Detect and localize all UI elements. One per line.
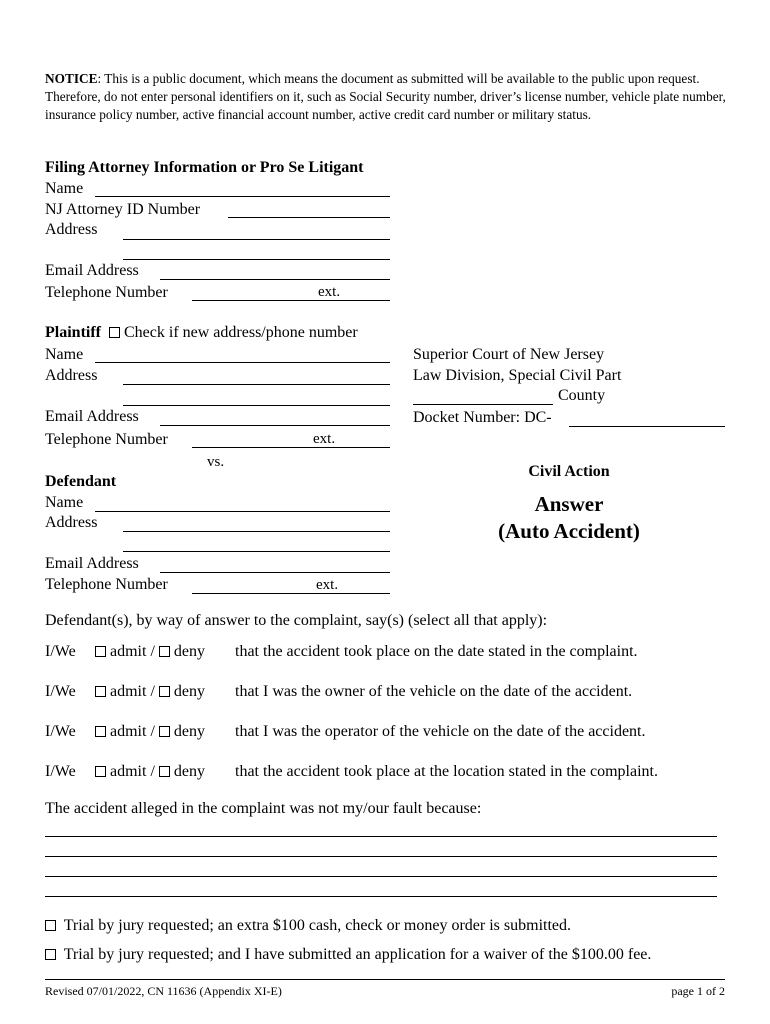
admit-checkbox[interactable] xyxy=(95,726,106,737)
attorney-heading: Filing Attorney Information or Pro Se Litigant xyxy=(45,159,364,176)
attorney-name-label: Name xyxy=(45,180,84,197)
answer-row xyxy=(45,722,646,742)
answer-row xyxy=(45,762,658,782)
fault-field-line-3[interactable] xyxy=(45,876,717,877)
defendant-address-field-1[interactable] xyxy=(123,531,390,532)
plaintiff-address-label: Address xyxy=(45,367,98,384)
notice-text: : This is a public document, which means the document as submitted will be available to the public upon request. Therefore, do not enter personal identifiers on it, such as Social Security number, driver’s license number, vehicle plate number, insurance policy number, active financial account number, active credit card number or military status. xyxy=(45,71,726,122)
answer-choice xyxy=(95,722,235,742)
attorney-email-field[interactable] xyxy=(160,279,390,280)
jury-fee-label: Trial by jury requested; an extra $100 cash, check or money order is submitted. xyxy=(63,917,571,934)
fault-field-line-1[interactable] xyxy=(45,836,717,837)
docket-field[interactable] xyxy=(569,426,725,427)
answer-text: that I was the owner of the vehicle on the date of the accident. xyxy=(235,683,633,700)
plaintiff-email-label: Email Address xyxy=(45,408,139,425)
plaintiff-phone-field[interactable] xyxy=(192,447,390,448)
defendant-address-label: Address xyxy=(45,514,98,531)
answer-who: I/We xyxy=(45,763,76,780)
admit-label: admit / xyxy=(110,683,155,700)
deny-label: deny xyxy=(173,723,205,740)
admit-checkbox[interactable] xyxy=(95,686,106,697)
revision-note: Revised 07/01/2022, CN 11636 (Appendix XI-E) xyxy=(45,984,282,998)
county-label: County xyxy=(558,387,606,404)
court-name: Superior Court of New Jersey xyxy=(413,346,605,363)
admit-label: admit / xyxy=(110,643,155,660)
plaintiff-phone-label: Telephone Number xyxy=(45,431,168,448)
deny-checkbox[interactable] xyxy=(159,766,170,777)
plaintiff-ext-label: ext. xyxy=(313,431,336,447)
deny-label: deny xyxy=(173,643,205,660)
attorney-address-field-1[interactable] xyxy=(123,239,390,240)
fault-field-line-4[interactable] xyxy=(45,896,717,897)
deny-label: deny xyxy=(173,763,205,780)
county-field[interactable] xyxy=(413,404,553,405)
attorney-phone-label: Telephone Number xyxy=(45,284,168,301)
jury-option xyxy=(45,945,651,965)
plaintiff-heading: Plaintiff xyxy=(45,324,101,341)
defendant-phone-field[interactable] xyxy=(192,593,390,594)
defendant-phone-label: Telephone Number xyxy=(45,576,168,593)
fault-field-line-2[interactable] xyxy=(45,856,717,857)
defendant-name-field[interactable] xyxy=(95,511,390,512)
attorney-email-label: Email Address xyxy=(45,262,139,279)
answer-text: that the accident took place on the date stated in the complaint. xyxy=(235,643,638,660)
answer-row xyxy=(45,682,632,702)
answer-choice xyxy=(95,762,235,782)
versus-label: vs. xyxy=(207,454,225,470)
answer-row xyxy=(45,642,638,662)
deny-checkbox[interactable] xyxy=(159,646,170,657)
admit-checkbox[interactable] xyxy=(95,766,106,777)
defendant-heading: Defendant xyxy=(45,473,117,490)
deny-label: deny xyxy=(173,683,205,700)
court-division: Law Division, Special Civil Part xyxy=(413,367,622,384)
defendant-name-label: Name xyxy=(45,494,84,511)
page-number: page 1 of 2 xyxy=(671,984,725,998)
new-address-label: Check if new address/phone number xyxy=(124,324,358,341)
attorney-id-field[interactable] xyxy=(228,217,390,218)
attorney-phone-field[interactable] xyxy=(192,300,390,301)
deny-checkbox[interactable] xyxy=(159,726,170,737)
jury-waiver-checkbox[interactable] xyxy=(45,949,56,960)
answer-intro: Defendant(s), by way of answer to the complaint, say(s) (select all that apply): xyxy=(45,612,548,629)
attorney-ext-label: ext. xyxy=(318,284,341,300)
defendant-email-label: Email Address xyxy=(45,555,139,572)
civil-action-label: Civil Action xyxy=(528,463,610,480)
attorney-address-label: Address xyxy=(45,221,98,238)
jury-waiver-label: Trial by jury requested; and I have submitted an application for a waiver of the $100.00 fee. xyxy=(63,946,652,963)
admit-checkbox[interactable] xyxy=(95,646,106,657)
answer-choice xyxy=(95,682,235,702)
defendant-address-field-2[interactable] xyxy=(123,551,390,552)
admit-label: admit / xyxy=(110,763,155,780)
defendant-email-field[interactable] xyxy=(160,572,390,573)
plaintiff-address-field-2[interactable] xyxy=(123,405,390,406)
deny-checkbox[interactable] xyxy=(159,686,170,697)
attorney-name-field[interactable] xyxy=(95,196,390,197)
fault-label: The accident alleged in the complaint was not my/our fault because: xyxy=(45,800,482,817)
answer-text: that I was the operator of the vehicle on the date of the accident. xyxy=(235,723,646,740)
admit-label: admit / xyxy=(110,723,155,740)
plaintiff-email-field[interactable] xyxy=(160,425,390,426)
public-notice xyxy=(45,70,735,124)
plaintiff-name-label: Name xyxy=(45,346,84,363)
docket-label: Docket Number: DC- xyxy=(413,409,552,426)
answer-who: I/We xyxy=(45,723,76,740)
defendant-ext-label: ext. xyxy=(316,577,339,593)
answer-who: I/We xyxy=(45,643,76,660)
jury-option xyxy=(45,916,571,936)
new-address-checkbox[interactable] xyxy=(109,327,120,338)
notice-label: NOTICE xyxy=(45,71,98,86)
plaintiff-name-field[interactable] xyxy=(95,362,390,363)
answer-choice xyxy=(95,642,235,662)
attorney-address-field-2[interactable] xyxy=(123,259,390,260)
page-footer xyxy=(45,979,725,999)
plaintiff-address-field-1[interactable] xyxy=(123,384,390,385)
document-title: Answer xyxy=(534,492,604,516)
attorney-id-label: NJ Attorney ID Number xyxy=(45,201,201,218)
document-subtitle: (Auto Accident) xyxy=(498,519,640,543)
answer-text: that the accident took place at the location stated in the complaint. xyxy=(235,763,658,780)
answer-who: I/We xyxy=(45,683,76,700)
jury-fee-checkbox[interactable] xyxy=(45,920,56,931)
plaintiff-heading-row xyxy=(45,323,358,343)
